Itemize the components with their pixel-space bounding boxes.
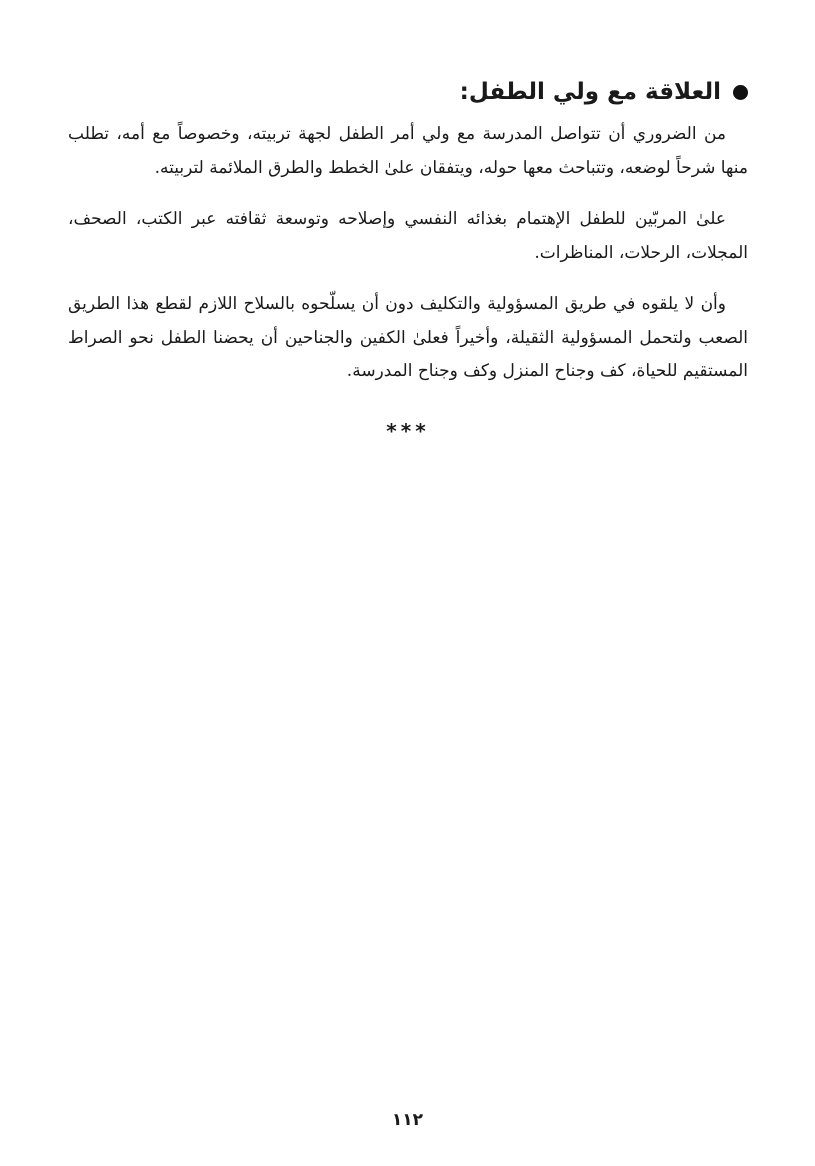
section-separator: ***	[386, 418, 430, 443]
paragraph-psychological-nourishment: علىٰ المربّين للطفل الإهتمام بغذائه النفسي وإصلاحه وتوسعة ثقافته عبر الكتب، الصحف، المجلات، الرحلات، المناظرات.	[68, 209, 748, 263]
paragraph-parent-communication: من الضروري أن تتواصل المدرسة مع ولي أمر الطفل لجهة تربيته، وخصوصاً مع أمه، تطلب منها شرحاً لوضعه، وتتباحث معها حوله، ويتفقان علىٰ الخطط والطرق الملائمة لتربيته.	[68, 124, 748, 178]
section-heading	[68, 72, 748, 112]
paragraph-responsibility: وأن لا يلقوه في طريق المسؤولية والتكليف دون أن يسلّحوه بالسلاح اللازم لقطع هذا الطريق الصعب ولتحمل المسؤولية الثقيلة، وأخيراً فعلىٰ الكفين والجناحين أن يحضنا الطفل نحو الصراط المستقيم للحياة، كف وجناح المنزل وكف وجناح المدرسة.	[68, 294, 748, 381]
section-heading-text: العلاقة مع ولي الطفل:	[459, 79, 721, 105]
page-body	[68, 72, 748, 443]
page-number: ١١٢	[391, 1110, 424, 1130]
bullet-icon	[733, 85, 748, 100]
